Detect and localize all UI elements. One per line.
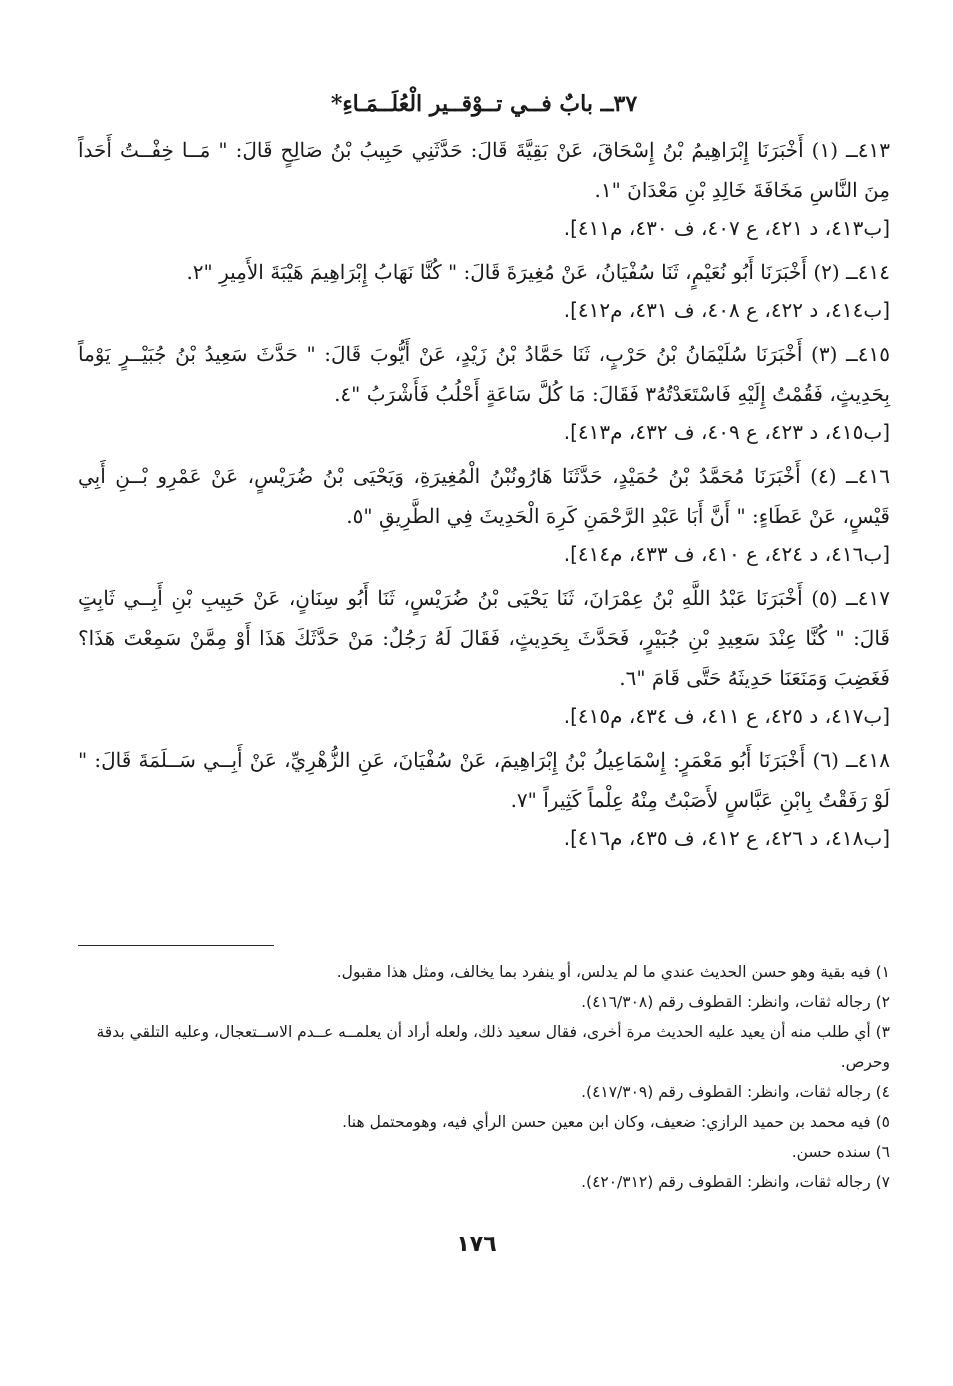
footnotes	[78, 957, 890, 1197]
hadith-413	[78, 130, 890, 248]
footnote-4: ٤) رجاله ثقات، وانظر: القطوف رقم (٤١٧/٣٠٩).	[581, 1083, 890, 1101]
page-number: ١٧٦	[456, 1232, 497, 1257]
hadith-reference: [ب٤١٧، د ٤٢٥، ع ٤١١، ف ٤٣٤، م٤١٥].	[563, 704, 890, 728]
footnote-1: ١) فيه بقية وهو حسن الحديث عندي ما لم يدلس، أو ينفرد بما يخالف، ومثل هذا مقبول.	[336, 963, 890, 981]
footnote-2: ٢) رجاله ثقات، وانظر: القطوف رقم (٤١٦/٣٠٨).	[581, 993, 890, 1011]
hadith-reference: [ب٤١٨، د ٤٢٦، ع ٤١٢، ف ٤٣٥، م٤١٦].	[563, 826, 890, 850]
page-body	[78, 88, 890, 862]
footnote-5: ٥) فيه محمد بن حميد الرازي: ضعيف، وكان ابن معين حسن الرأي فيه، وهومحتمل هنا.	[342, 1113, 890, 1131]
hadith-text: ٤١٣ــ (١) أَخْبَرَنَا إِبْرَاهِيمُ بْنُ إِسْحَاقَ، عَنْ بَقِيَّةَ قَالَ: حَدَّثَنِي حَبِيبُ بْنُ صَالِحٍ قَالَ: " مَــا خِفْــتُ أَحَداً مِنَ النَّاسِ مَخَافَةَ خَالِدِ بْنِ مَعْدَانَ "١.	[78, 138, 890, 202]
hadith-reference: [ب٤١٥، د ٤٢٣، ع ٤٠٩، ف ٤٣٢، م٤١٣].	[563, 420, 890, 444]
hadith-416	[78, 456, 890, 574]
hadith-text: ٤١٧ــ (٥) أَخْبَرَنَا عَبْدُ اللَّهِ بْنُ عِمْرَانَ، ثَنَا يَحْيَى بْنُ ضُرَيْسٍ، ثَنَا أَبُو سِنَانٍ، عَنْ حَبِيبِ بْنِ أَبِــي ثَابِتٍ قَالَ: " كُنَّا عِنْدَ سَعِيدِ بْنِ جُبَيْرٍ، فَحَدَّثَ بِحَدِيثٍ، فَقَالَ لَهُ رَجُلٌ: مَنْ حَدَّثَكَ هَذَا أَوْ مِمَّنْ سَمِعْتَ هَذَا؟ فَغَضِبَ وَمَنَعَنَا حَدِيثَهُ حَتَّى قَامَ "٦.	[78, 586, 890, 690]
hadith-text: ٤١٤ــ (٢) أَخْبَرَنَا أَبُو نُعَيْمٍ، ثَنَا سُفْيَانُ، عَنْ مُغِيرَةَ قَالَ: " كُنَّا نَهَابُ إِبْرَاهِيمَ هَيْبَةَ الأَمِيرِ "٢.	[186, 260, 890, 284]
hadith-417	[78, 578, 890, 736]
hadith-414	[78, 252, 890, 330]
footnote-3: ٣) أي طلب منه أن يعيد عليه الحديث مرة أخرى، فقال سعيد ذلك، ولعله أراد أن يعلمــه عــدم الاســتعجال، وعليه التلقي بدقة وحرص.	[96, 1023, 890, 1071]
hadith-415	[78, 334, 890, 452]
hadith-reference: [ب٤١٦، د ٤٢٤، ع ٤١٠، ف ٤٣٣، م٤١٤].	[563, 542, 890, 566]
footnote-divider	[78, 945, 274, 946]
hadith-text: ٤١٥ــ (٣) أَخْبَرَنَا سُلَيْمَانُ بْنُ حَرْبٍ، ثَنَا حَمَّادُ بْنُ زَيْدٍ، عَنْ أَيُّوبَ قَالَ: " حَدَّثَ سَعِيدُ بْنُ جُبَيْــرٍ يَوْماً بِحَدِيثٍ، فَقُمْتُ إِلَيْهِ فَاسْتَعَدْتُهُ٣ فَقَالَ: مَا كُلَّ سَاعَةٍ أَحْلُبُ فَأَشْرَبُ "٤.	[78, 342, 890, 406]
footnote-6: ٦) سنده حسن.	[791, 1143, 890, 1161]
hadith-reference: [ب٤١٤، د ٤٢٢، ع ٤٠٨، ف ٤٣١، م٤١٢].	[563, 298, 890, 322]
hadith-text: ٤١٨ــ (٦) أَخْبَرَنَا أَبُو مَعْمَرٍ: إِسْمَاعِيلُ بْنُ إِبْرَاهِيمَ، عَنْ سُفْيَانَ، عَنِ الزُّهْرِيِّ، عَنْ أَبِــي سَــلَمَةَ قَالَ: " لَوْ رَفَقْتُ بِابْنِ عَبَّاسٍ لأَصَبْتُ مِنْهُ عِلْماً كَثِيراً "٧.	[78, 748, 891, 812]
hadith-text: ٤١٦ــ (٤) أَخْبَرَنَا مُحَمَّدُ بْنُ حُمَيْدٍ، حَدَّثَنَا هَارُونُبْنُ الْمُغِيرَةِ، وَيَحْيَى بْنُ ضُرَيْسٍ، عَنْ عَمْرِو بْــنِ أَبِي قَيْسٍ، عَنْ عَطَاءٍ: " أَنَّ أَبَا عَبْدِ الرَّحْمَنِ كَرِهَ الْحَدِيثَ فِي الطَّرِيقِ "٥.	[78, 464, 890, 528]
chapter-title: ٣٧ــ بابٌ فــي تــوْقــير الْعُلَــمَـاءِ*	[330, 91, 638, 117]
hadith-reference: [ب٤١٣، د ٤٢١، ع ٤٠٧، ف ٤٣٠، م٤١١].	[563, 216, 890, 240]
hadith-418	[78, 740, 890, 858]
footnote-7: ٧) رجاله ثقات، وانظر: القطوف رقم (٤٢٠/٣١٢).	[581, 1173, 890, 1191]
